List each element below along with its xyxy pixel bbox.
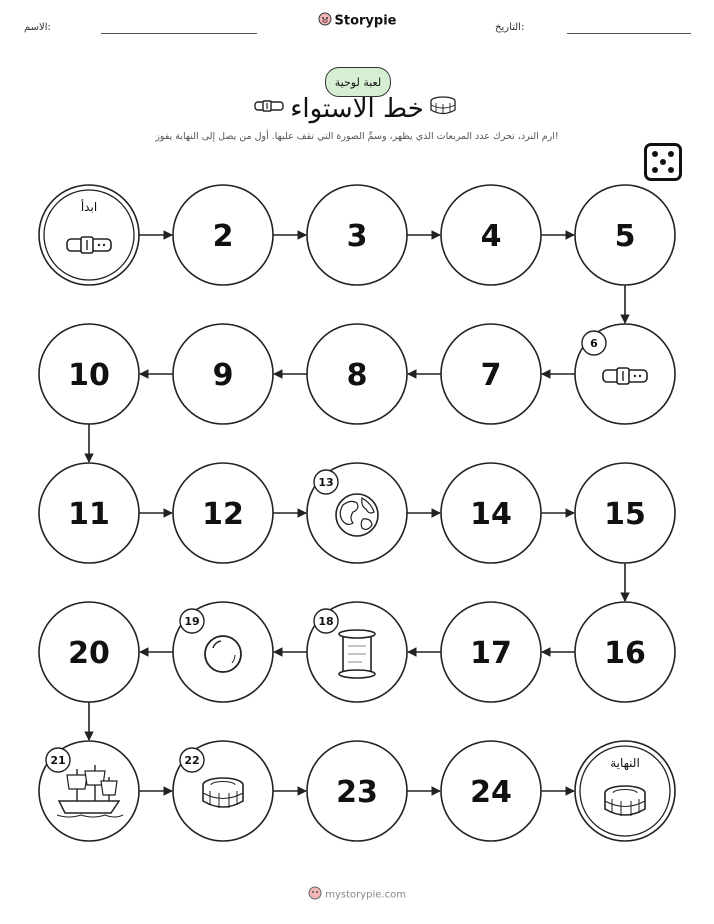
cell-number: 9 (212, 358, 234, 393)
board-cell-22 (173, 741, 273, 841)
board-cell-1 (39, 185, 139, 285)
board-cell-9 (173, 324, 273, 424)
cell-label: النهاية (610, 756, 640, 770)
board-cell-8 (307, 324, 407, 424)
cell-badge-number: 21 (50, 754, 66, 767)
board-cell-3 (307, 185, 407, 285)
cell-number: 12 (202, 497, 244, 532)
scroll-icon (339, 630, 375, 678)
cell-number: 3 (346, 219, 368, 254)
board-cell-17 (441, 602, 541, 702)
board-cell-21 (39, 741, 139, 841)
board-cell-16 (575, 602, 675, 702)
cell-badge-number: 22 (184, 754, 200, 767)
cell-badge-number: 6 (590, 337, 598, 350)
cell-badge-number: 19 (184, 615, 200, 628)
board-cell-14 (441, 463, 541, 563)
cell-number: 15 (604, 497, 646, 532)
cell-number: 17 (470, 636, 512, 671)
belt-icon (603, 368, 647, 384)
name-label: الاسم: (24, 22, 51, 33)
well-icon (203, 778, 243, 808)
cell-number: 4 (480, 219, 502, 254)
cell-number: 24 (470, 775, 512, 810)
board-cell-12 (173, 463, 273, 563)
brand-name: Storypie (334, 13, 397, 29)
cell-label: ابدأ (80, 200, 98, 214)
cell-number: 2 (212, 219, 234, 254)
cell-number: 11 (68, 497, 110, 532)
cell-number: 5 (614, 219, 636, 254)
page-title: خط الاستواء (290, 94, 424, 124)
board-cell-10 (39, 324, 139, 424)
board-cell-23 (307, 741, 407, 841)
board-cell-5 (575, 185, 675, 285)
board-cell-11 (39, 463, 139, 563)
footer (0, 886, 714, 903)
cell-number: 7 (480, 358, 502, 393)
cell-number: 14 (470, 497, 512, 532)
cell-number: 8 (346, 358, 368, 393)
board-cell-13 (307, 463, 407, 563)
board-cell-4 (441, 185, 541, 285)
board-cell-25 (575, 741, 675, 841)
board-game-badge: لعبة لوحية (325, 67, 391, 97)
board-cell-7 (441, 324, 541, 424)
board-cell-24 (441, 741, 541, 841)
cell-badge-number: 18 (318, 615, 334, 628)
cell-number: 23 (336, 775, 378, 810)
board-cell-6 (575, 324, 675, 424)
globe-icon (336, 494, 378, 536)
bubble-icon (205, 636, 241, 672)
footer-url: mystorypie.com (325, 889, 406, 901)
pig-footer-icon (308, 886, 322, 903)
date-label: التاريخ: (495, 22, 525, 33)
belt-icon (67, 237, 111, 253)
board-cell-2 (173, 185, 273, 285)
cell-number: 20 (68, 636, 110, 671)
board-cell-15 (575, 463, 675, 563)
board-cell-20 (39, 602, 139, 702)
cell-number: 16 (604, 636, 646, 671)
board-cell-18 (307, 602, 407, 702)
instructions: ارم النرد، تحرك عدد المربعات الذي يظهر، وسمِّ الصورة التي تقف عليها. أول من يصل إلى النهاية يفوز! (155, 131, 559, 142)
cell-number: 10 (68, 358, 110, 393)
board-cell-19 (173, 602, 273, 702)
well-icon (605, 786, 645, 816)
cell-badge-number: 13 (318, 476, 334, 489)
